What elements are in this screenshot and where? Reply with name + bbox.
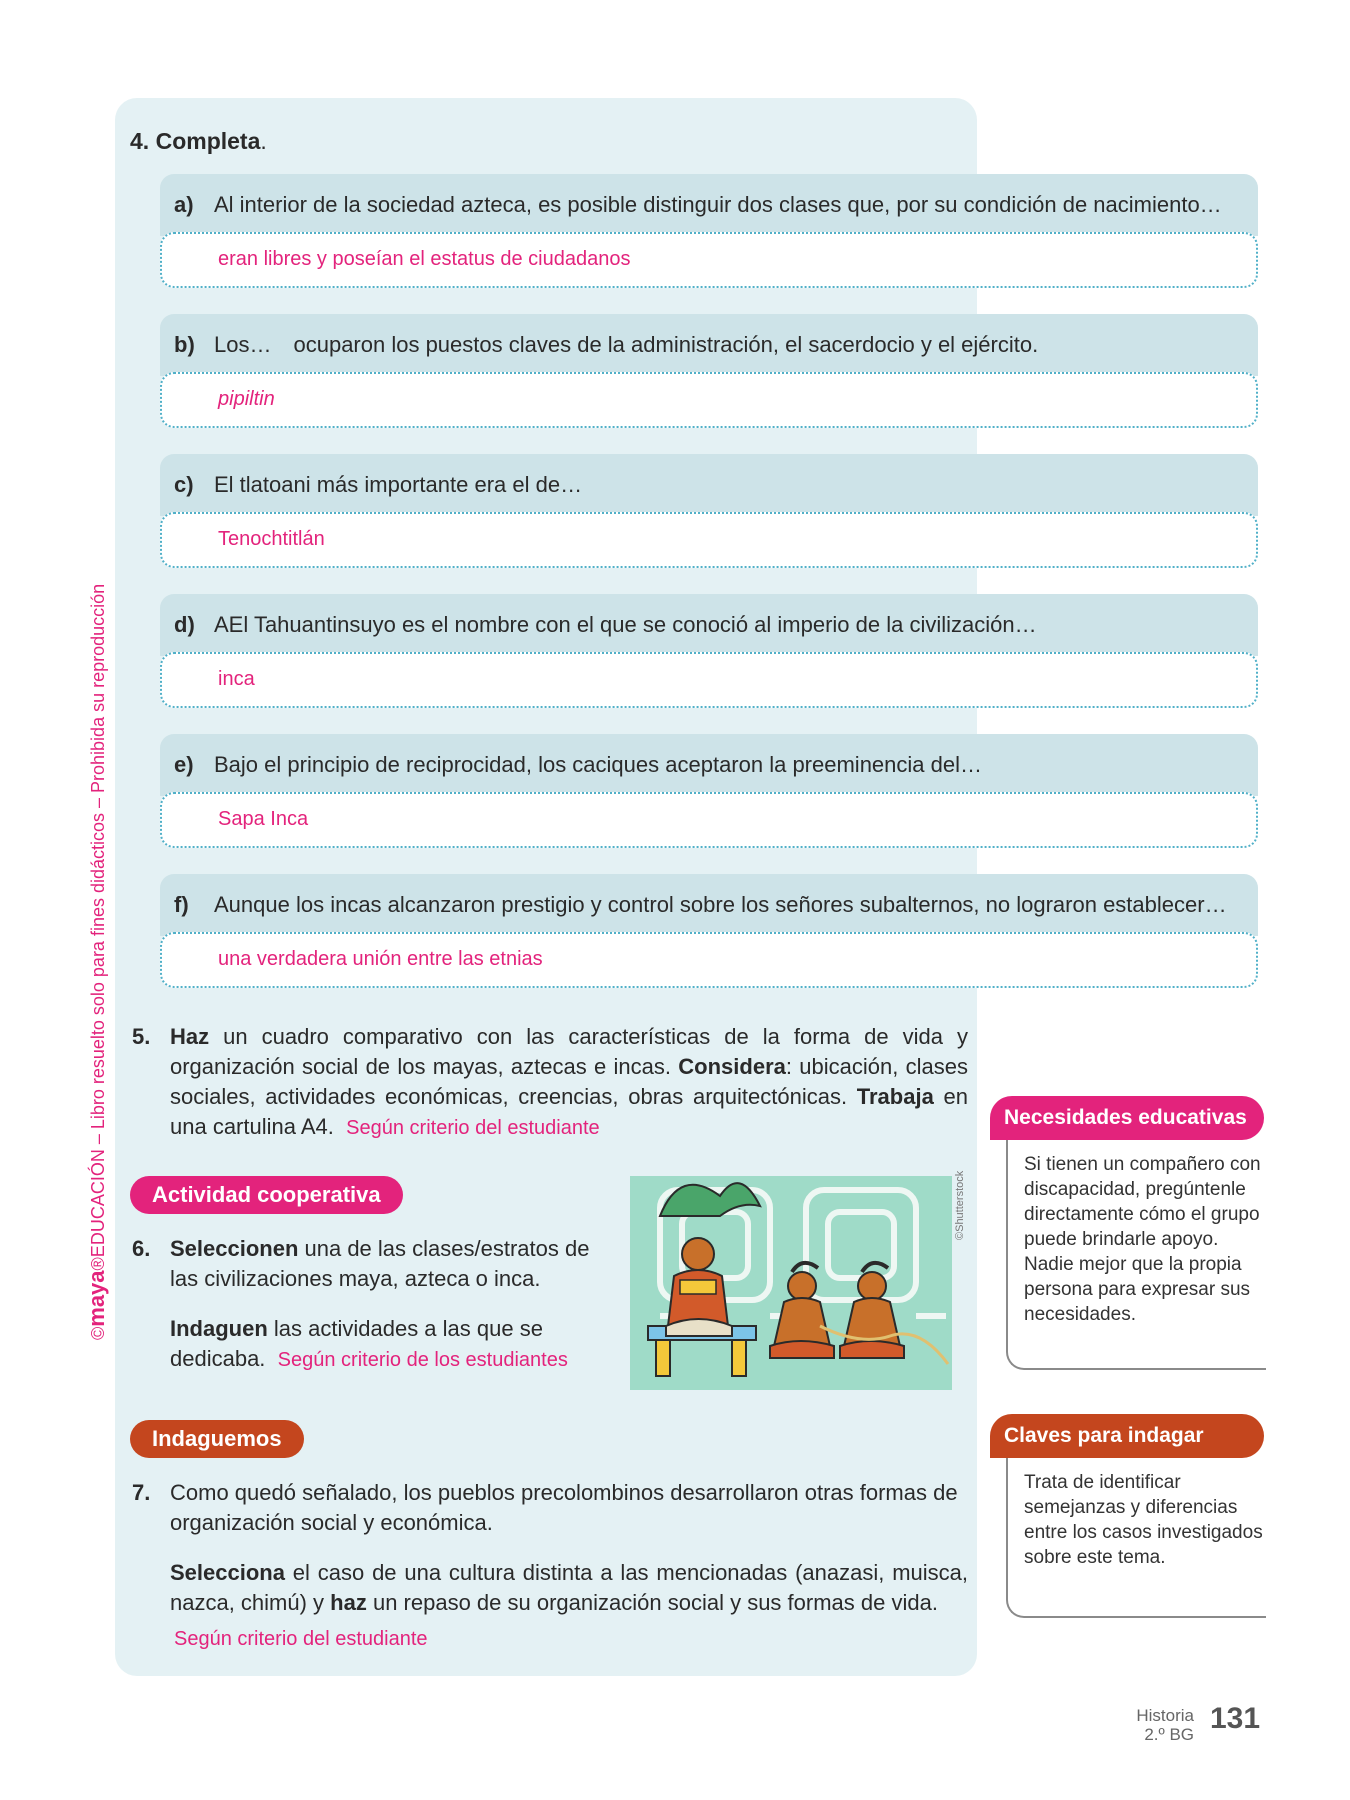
activity-7-text-3: un repaso de su organización social y sus formas de vida. [366,1590,938,1615]
answer-field[interactable] [160,652,1258,708]
answer-field[interactable] [160,792,1258,848]
question-letter: b) [174,332,195,357]
activity-6-text-1: una de las clases/estratos de las civilizaciones maya, azteca o inca. [170,1236,590,1291]
answer-text: eran libres y poseían el estatus de ciudadanos [218,248,631,270]
activity-7 [132,1478,968,1538]
side-banner-text: EDUCACIÓN – Libro resuelto solo para fines didácticos – Prohibida su reproducción [88,583,108,1258]
activity-4-verb: Completa [155,128,261,154]
question-f [160,874,1258,988]
actividad-cooperativa-label: Actividad cooperativa [130,1176,403,1214]
answer-text: Tenochtitlán [218,528,325,550]
activity-5-verb-haz: Haz [170,1024,210,1049]
question-b [160,314,1258,428]
activity-6-verb-indaguen: Indaguen [170,1316,268,1341]
activity-5-text-3: en una cartulina A4. [170,1084,968,1139]
question-letter: e) [174,752,194,777]
answer-field[interactable] [160,232,1258,288]
claves-title: Claves para indagar [990,1414,1264,1458]
activity-7-verb-selecciona: Selecciona [170,1560,285,1585]
activity-5-text-1: un cuadro comparativo con las características de la forma de vida y organización social de los mayas, aztecas e incas. [170,1024,968,1079]
activity-6-number: 6. [132,1236,151,1261]
activity-6 [132,1234,610,1294]
answer-text: una verdadera unión entre las etnias [218,948,543,970]
grade-level: 2.º BG [1144,1725,1194,1744]
question-band [160,734,1258,796]
question-band [160,454,1258,516]
answer-field[interactable] [160,932,1258,988]
question-letter: c) [174,472,194,497]
activity-4-period: . [260,128,267,154]
question-letter: a) [174,192,194,217]
activity-4-number: 4. [130,128,150,154]
page-number: 131 [1210,1702,1261,1735]
activity-5-text-2: : ubicación, clases sociales, actividades económicas, creencias, obras arquitectónicas. [170,1054,968,1109]
question-text: Al interior de la sociedad azteca, es posible distinguir dos clases que, por su condición de nacimiento… [214,192,1222,217]
necesidades-title: Necesidades educativas [990,1096,1264,1140]
answer-field[interactable] [160,372,1258,428]
activity-7-verb-haz: haz [330,1590,367,1615]
question-band [160,874,1258,936]
copyright-symbol: © [88,1326,108,1340]
mayan-scene-illustration [620,1176,962,1390]
answer-field[interactable] [160,512,1258,568]
brand-name: maya [84,1270,109,1327]
registered-symbol: ® [88,1257,108,1271]
question-d [160,594,1258,708]
activity-6-text-2: las actividades a las que se dedicaba. [170,1316,543,1371]
activity-5 [132,1022,968,1143]
question-band [160,594,1258,656]
question-text: El tlatoani más importante era el de… [214,472,583,497]
activity-7-answer: Según criterio del estudiante [174,1628,428,1650]
claves-body: Trata de identificar semejanzas y diferencias entre los casos investigados sobre este tema. [1006,1458,1266,1618]
question-text: ocuparon los puestos claves de la administración, el sacerdocio y el ejército. [293,332,1039,357]
image-credit: ©Shutterstock [954,1170,966,1240]
question-letter: f) [174,892,189,917]
activity-7-text-1: Como quedó señalado, los pueblos precolombinos desarrollaron otras formas de organización social y económica. [170,1480,958,1535]
question-text-pre: Los… [214,332,272,357]
answer-text: pipiltin [218,388,275,410]
question-text: Aunque los incas alcanzaron prestigio y control sobre los señores subalternos, no lograron establecer… [214,892,1227,917]
question-band [160,314,1258,376]
side-copyright-banner [84,584,110,1340]
activity-6-part-2 [170,1314,610,1375]
subject-name: Historia [1136,1706,1194,1725]
question-text: Bajo el principio de reciprocidad, los caciques aceptaron la preeminencia del… [214,752,982,777]
footer-subject [1136,1706,1194,1744]
activity-5-number: 5. [132,1024,151,1049]
activity-6-verb-seleccionen: Seleccionen [170,1236,299,1261]
necesidades-body: Si tienen un compañero con discapacidad, pregúntenle directamente cómo el grupo puede brindarle apoyo. Nadie mejor que la propia persona para expresar sus necesidades. [1006,1140,1266,1370]
question-band [160,174,1258,236]
activity-7-text-2: el caso de una cultura distinta a las mencionadas (anazasi, muisca, nazca, chimú) y [170,1560,968,1615]
question-a [160,174,1258,288]
activity-5-answer: Según criterio del estudiante [346,1117,600,1139]
indaguemos-label: Indaguemos [130,1420,304,1458]
question-e [160,734,1258,848]
activity-5-verb-considera: Considera [678,1054,786,1079]
activity-7-part-2 [170,1558,968,1618]
activity-5-verb-trabaja: Trabaja [856,1084,934,1109]
activity-6-answer: Según criterio de los estudiantes [277,1349,568,1371]
question-text: AEl Tahuantinsuyo es el nombre con el que se conoció al imperio de la civilización… [214,612,1037,637]
activity-7-number: 7. [132,1480,151,1505]
answer-text: Sapa Inca [218,808,309,830]
activity-4-title [130,128,267,155]
question-c [160,454,1258,568]
question-letter: d) [174,612,195,637]
answer-text: inca [218,668,255,690]
